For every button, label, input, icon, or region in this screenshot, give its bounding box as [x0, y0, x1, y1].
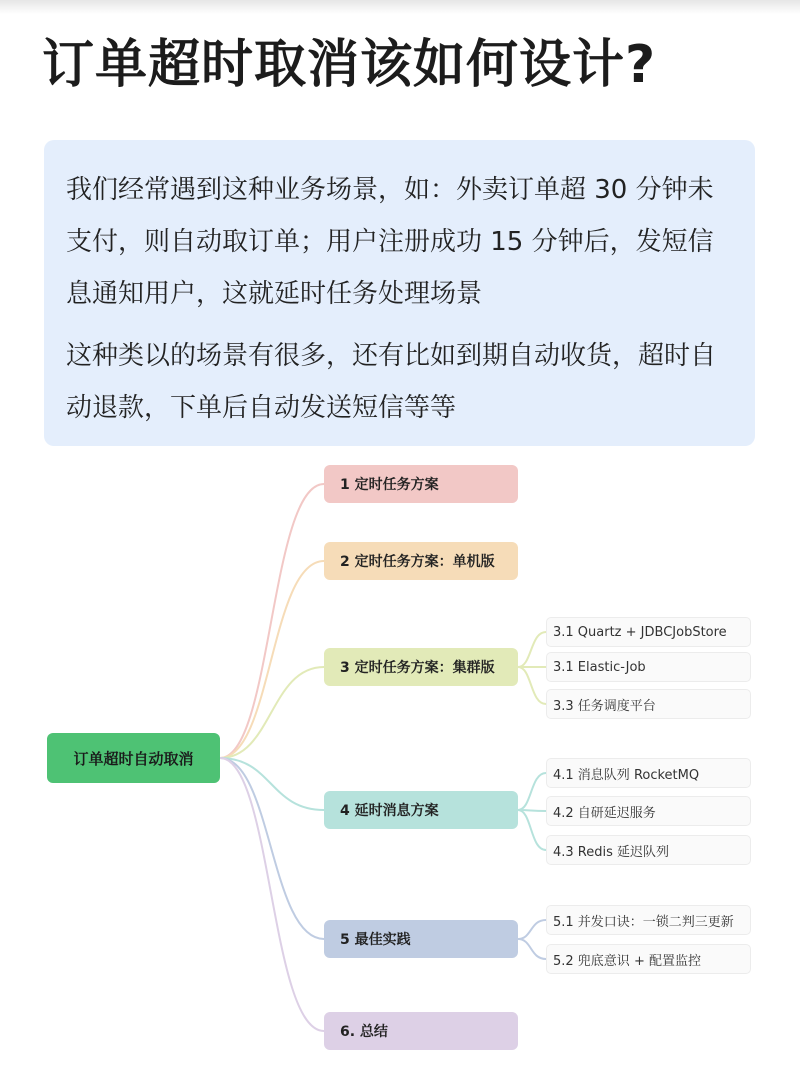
branch-node-4[interactable]: 4 延时消息方案	[324, 791, 518, 829]
branch-node-5[interactable]: 5 最佳实践	[324, 920, 518, 958]
leaf-node-3-2[interactable]: 3.1 Elastic-Job	[546, 652, 751, 682]
branch-node-6[interactable]: 6. 总结	[324, 1012, 518, 1050]
connector-b3-l1	[518, 632, 546, 667]
branch-node-3[interactable]: 3 定时任务方案：集群版	[324, 648, 518, 686]
leaf-node-4-3[interactable]: 4.3 Redis 延迟队列	[546, 835, 751, 865]
branch-node-2[interactable]: 2 定时任务方案：单机版	[324, 542, 518, 580]
connector-root-b4	[220, 758, 324, 810]
intro-paragraph-1: 我们经常遇到这种业务场景，如：外卖订单超 30 分钟未支付，则自动取订单；用户注册成功 15 分钟后，发短信息通知用户，这就延时任务处理场景	[66, 175, 714, 309]
connector-b3-l3	[518, 667, 546, 704]
leaf-node-5-2[interactable]: 5.2 兜底意识 + 配置监控	[546, 944, 751, 974]
connector-root-b3	[220, 667, 324, 758]
connector-root-b6	[220, 758, 324, 1031]
connector-b5-l2	[518, 939, 546, 959]
branch-node-1[interactable]: 1 定时任务方案	[324, 465, 518, 503]
leaf-node-5-1[interactable]: 5.1 并发口诀：一锁二判三更新	[546, 905, 751, 935]
mindmap-root-node[interactable]: 订单超时自动取消	[47, 733, 220, 783]
page-title: 订单超时取消该如何设计?	[42, 35, 657, 95]
connector-b5-l1	[518, 920, 546, 939]
connector-b4-l1	[518, 773, 546, 810]
connector-root-b1	[220, 484, 324, 758]
leaf-node-4-2[interactable]: 4.2 自研延迟服务	[546, 796, 751, 826]
connector-b4-l3	[518, 810, 546, 850]
leaf-node-4-1[interactable]: 4.1 消息队列 RocketMQ	[546, 758, 751, 788]
leaf-node-3-1[interactable]: 3.1 Quartz + JDBCJobStore	[546, 617, 751, 647]
intro-paragraph-2: 这种类以的场景有很多，还有比如到期自动收货，超时自动退款，下单后自动发送短信等等	[66, 341, 717, 423]
leaf-node-3-3[interactable]: 3.3 任务调度平台	[546, 689, 751, 719]
connector-root-b2	[220, 561, 324, 758]
